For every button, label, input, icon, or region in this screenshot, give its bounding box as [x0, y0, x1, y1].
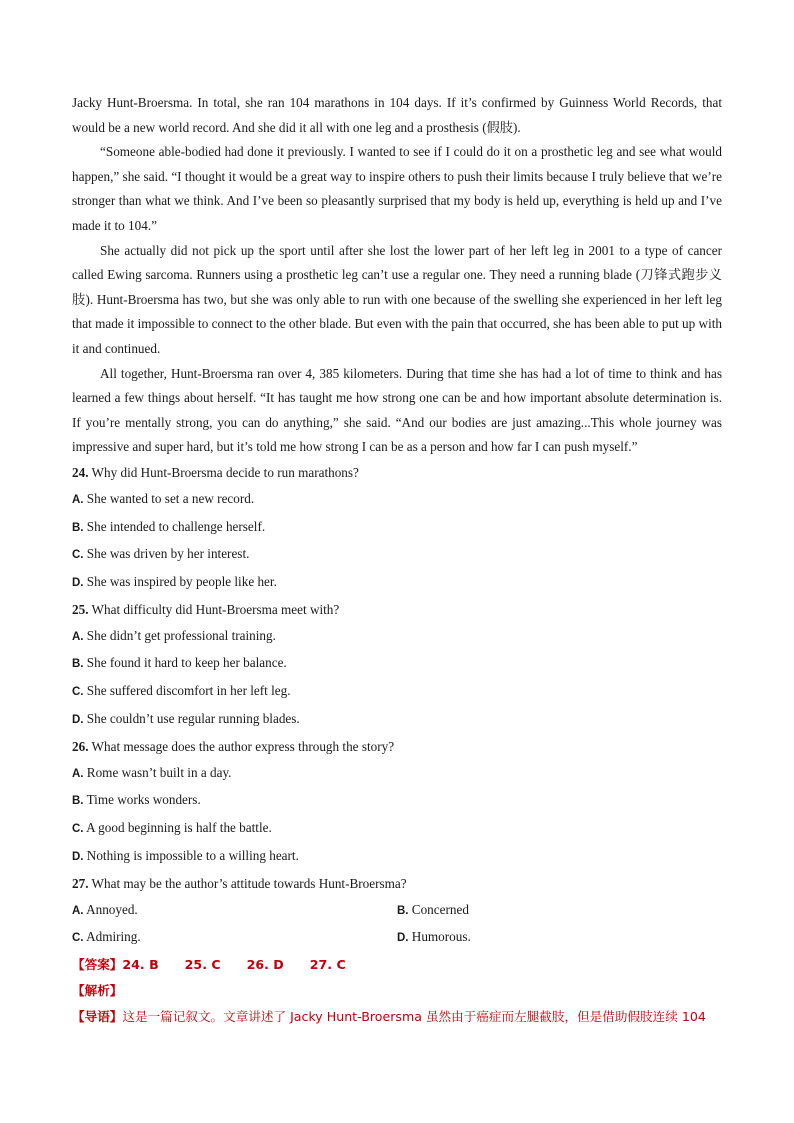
option-25-a [72, 623, 722, 651]
passage-paragraph: She actually did not pick up the sport until after she lost the lower part of her left leg in 2001 to a type of cancer called Ewing sarcoma. Runners using a prosthetic leg can’t use a regular one. They need a running blade (刀锋式跑步义肢). Hunt-Broersma has two, but she was only able to run with one because of the swelling she experienced in her left leg that made it impossible to connect to the other blade. But even with the pain that occurred, she has been able to put up with it and continued. [72, 242, 722, 356]
answer-item: 25. C [184, 957, 221, 973]
option-25-c [72, 678, 722, 706]
option-text: Nothing is impossible to a willing heart. [86, 848, 299, 864]
answer-item: 24. B [122, 957, 159, 973]
option-text: Time works wonders. [86, 792, 201, 808]
option-letter: B. [72, 658, 84, 671]
option-letter: B. [72, 521, 84, 534]
option-letter: A. [72, 767, 84, 780]
answer-item: 27. C [309, 957, 346, 973]
option-27-b [397, 897, 722, 925]
passage-paragraph: “Someone able-bodied had done it previously. I wanted to see if I could do it on a prosthetic leg and see what would happen,” she said. “I thought it would be a great way to inspire others to push their limits because I truly believe that we’re stronger than what we think. And I’ve been so pleasantly surprised that my body is held up, everything is held up and I’ve made it to 104.” [72, 144, 722, 233]
option-text: Annoyed. [86, 901, 138, 917]
option-24-d [72, 569, 722, 597]
option-letter: C. [72, 686, 84, 699]
option-row [72, 924, 722, 952]
option-text: She was inspired by people like her. [86, 574, 277, 590]
lead-text: 这是一篇记叙文。文章讲述了 Jacky Hunt-Broersma 虽然由于癌症而左腿截肢，但是借助假肢连续 104 [122, 1009, 706, 1025]
option-text: She was driven by her interest. [86, 546, 250, 562]
question-25 [72, 597, 722, 623]
option-letter: B. [72, 795, 84, 808]
option-text: She didn’t get professional training. [86, 627, 276, 643]
option-letter: D. [72, 714, 84, 727]
question-24 [72, 460, 722, 486]
option-letter: C. [72, 823, 84, 836]
option-letter: C. [72, 932, 84, 945]
option-26-c [72, 815, 722, 843]
question-text: Why did Hunt-Broersma decide to run marathons? [91, 464, 359, 480]
option-24-b [72, 514, 722, 542]
option-letter: A. [72, 493, 84, 506]
question-text: What message does the author express through the story? [91, 738, 395, 754]
option-letter: D. [72, 577, 84, 590]
lead-line [72, 1004, 722, 1030]
question-number: 24. [72, 464, 89, 480]
option-text: She couldn’t use regular running blades. [86, 711, 300, 727]
option-text: She found it hard to keep her balance. [86, 655, 287, 671]
analysis-heading [72, 978, 722, 1004]
option-27-d [397, 924, 722, 952]
answer-item: 26. D [246, 957, 284, 973]
option-25-b [72, 650, 722, 678]
answer-key [72, 952, 722, 978]
option-letter: C. [72, 549, 84, 562]
passage-paragraph: Jacky Hunt-Broersma. In total, she ran 104 marathons in 104 days. If it’s confirmed by Guinness World Records, that would be a new world record. And she did it all with one leg and a prosthesis (假肢). [72, 95, 722, 135]
answer-label: 【答案】 [72, 957, 123, 973]
option-text: Concerned [411, 901, 469, 917]
question-text: What difficulty did Hunt-Broersma meet with? [91, 601, 340, 617]
option-24-c [72, 541, 722, 569]
option-letter: D. [397, 932, 409, 945]
option-letter: B. [397, 904, 409, 917]
question-text: What may be the author’s attitude towards Hunt-Broersma? [91, 875, 407, 891]
option-26-b [72, 787, 722, 815]
option-24-a [72, 486, 722, 514]
passage-paragraph: All together, Hunt-Broersma ran over 4, 385 kilometers. During that time she has had a lot of time to think and has learned a few things about herself. “It has taught me how strong one can be and how important absolute determination is. If you’re mentally strong, you can do anything,” she said. “And our bodies are just amazing...This whole journey was impressive and super hard, but it’s told me how strong I can be as a person and how far I can push myself.” [72, 365, 722, 455]
option-text: She suffered discomfort in her left leg. [86, 683, 291, 699]
question-number: 26. [72, 738, 89, 754]
question-26 [72, 734, 722, 760]
option-letter: A. [72, 630, 84, 643]
option-25-d [72, 706, 722, 734]
lead-label: 【导语】 [72, 1009, 123, 1025]
option-26-d [72, 843, 722, 871]
option-text: Admiring. [86, 929, 141, 945]
option-row [72, 897, 722, 925]
option-text: A good beginning is half the battle. [86, 820, 272, 836]
option-text: Rome wasn’t built in a day. [86, 764, 232, 780]
question-27 [72, 871, 722, 897]
option-letter: A. [72, 904, 84, 917]
question-number: 25. [72, 601, 89, 617]
question-number: 27. [72, 875, 89, 891]
analysis-label: 【解析】 [72, 983, 123, 999]
option-27-a [72, 897, 397, 925]
document-content [72, 91, 722, 1030]
option-text: Humorous. [411, 929, 471, 945]
option-27-c [72, 924, 397, 952]
option-letter: D. [72, 851, 84, 864]
option-text: She wanted to set a new record. [86, 490, 255, 506]
option-26-a [72, 760, 722, 788]
option-text: She intended to challenge herself. [86, 518, 266, 534]
